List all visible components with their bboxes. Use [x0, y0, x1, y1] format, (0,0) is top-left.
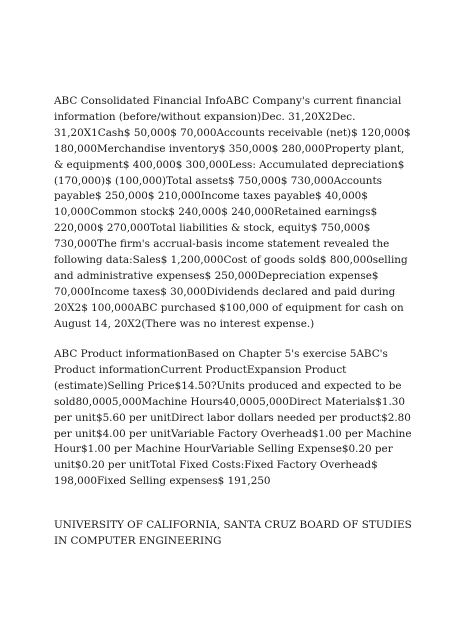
product-info-paragraph: ABC Product informationBased on Chapter 5's exercise 5ABC's Product informationCurrent ProductExpansion Product (estimate)Selling Price$14.50?Units produced and expected to be sold80,0005,000Machine Hours40,0005,000Direct Materials$1.30 per unit$5.60 per unitDirect labor dollars needed per product$2.80 per unit$4.00 per unitVariable Factory Overhead$1.00 per Machine Hour$1.00 per Machine HourVariable Selling Expense$0.20 per unit$0.20 per unitTotal Fixed Costs:Fixed Factory Overhead$ 198,000Fixed Selling expenses$ 191,250 [54, 348, 412, 488]
financial-info-paragraph: ABC Consolidated Financial InfoABC Company's current financial information (before/without expansion)Dec. 31,20X2Dec. 31,20X1Cash$ 50,000$ 70,000Accounts receivable (net)$ 120,000$ 180,000Merchandise inventory$ 350,000$ 280,000Property plant, & equipment$ 400,000$ 300,000Less: Accumulated depreciation$ (170,000)$ (100,000)Total assets$ 750,000$ 730,000Accounts payable$ 250,000$ 210,000Income taxes payable$ 40,000$ 10,000Common stock$ 240,000$ 240,000Retained earnings$ 220,000$ 270,000Total liabilities & stock, equity$ 750,000$ 730,000The firm's accrual-basis income statement revealed the following data:Sales$ 1,200,000Cost of goods sold$ 800,000selling and administrative expenses$ 250,000Depreciation expense$ 70,000Income taxes$ 30,000Dividends declared and paid during 20X2$ 100,000ABC purchased $100,000 of equipment for cash on August 14, 20X2(There was no interest expense.) [54, 95, 411, 330]
university-heading: UNIVERSITY OF CALIFORNIA, SANTA CRUZ BOARD OF STUDIES IN COMPUTER ENGINEERING [54, 519, 412, 547]
